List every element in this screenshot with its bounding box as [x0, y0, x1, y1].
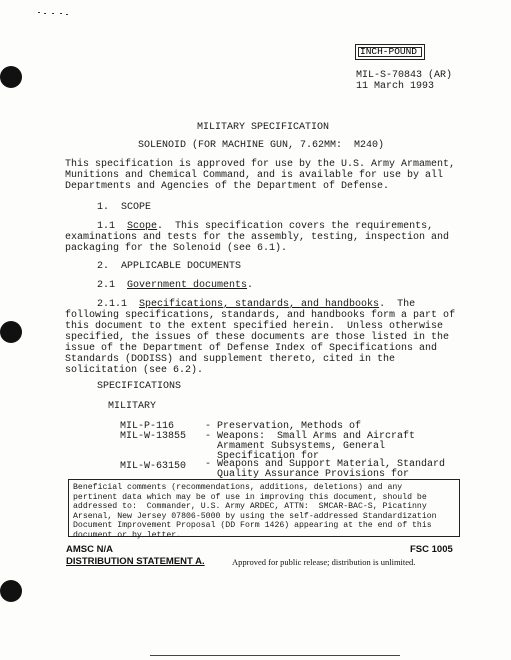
section-2-1-1-number: 2.1.1 — [97, 299, 140, 310]
section-2-1-1-line-5: issue of the Department of Defense Index of Specifications and — [65, 343, 438, 354]
comments-line-6: document or by letter. — [73, 530, 182, 540]
scan-speck — [60, 13, 62, 14]
section-2-1-1-line-2: following specifications, standards, and handbooks form a part of — [65, 310, 456, 321]
comments-box-text — [69, 480, 459, 541]
comments-line-5: Document Improvement Proposal (DD Form 1426) appearing at the end of this — [73, 521, 432, 531]
fsc-code: FSC 1005 — [410, 544, 453, 555]
section-1-title: 1. SCOPE — [97, 202, 152, 213]
section-1-1-line-1 — [97, 221, 433, 233]
ref-id-3: MIL-W-63150 — [120, 461, 187, 472]
hole-punch-middle — [0, 321, 22, 343]
scan-speck — [38, 12, 40, 13]
section-2-1-number: 2.1 — [97, 280, 128, 291]
inch-pound-stamp — [355, 44, 425, 60]
section-1-1-line-2: examinations and tests for the assembly, testing, inspection and — [65, 232, 450, 243]
ref-title-2-line-3: Specification for — [205, 451, 320, 462]
military-label: MILITARY — [108, 401, 157, 412]
amsc-code: AMSC N/A — [66, 544, 113, 555]
approval-line-1: This specification is approved for use by the U.S. Army Armament, — [65, 159, 456, 170]
stamp-label: INCH-POUND — [360, 46, 418, 57]
document-heading: MILITARY SPECIFICATION — [197, 122, 330, 133]
section-2-1: 2.1 Government documents. — [97, 280, 254, 291]
section-1-1-heading: Scope — [127, 221, 158, 232]
specifications-label: SPECIFICATIONS — [97, 381, 182, 392]
document-id: MIL-S-70843 (AR) — [356, 70, 453, 81]
ref-title-3-line-1: - Weapons and Support Material, Standard — [205, 459, 446, 470]
section-2-1-1-line-6: Standards (DODISS) and supplement thereto, cited in the — [65, 354, 396, 365]
ref-title-2-line-1: - Weapons: Small Arms and Aircraft — [205, 431, 416, 442]
section-2-1-1-line-4: specified, the issues of these documents are those listed in the — [65, 332, 450, 343]
section-2-1-1-text: . The — [379, 299, 416, 310]
comments-line-1: Beneficial comments (recommendations, additions, deletions) and any — [73, 483, 403, 492]
approval-line-2: Munitions and Chemical Command, and is available for use by all — [65, 170, 444, 181]
scan-speck — [66, 14, 68, 15]
bottom-rule — [150, 655, 400, 656]
section-2-1-1-line-7: solicitation (see 6.2). — [65, 365, 204, 376]
distribution-statement-text: Approved for public release; distribution is unlimited. — [232, 557, 416, 567]
document-subject: SOLENOID (FOR MACHINE GUN, 7.62MM: M240) — [138, 140, 385, 151]
section-2-1-1-line-1 — [97, 299, 415, 311]
ref-title-3-line-2: Quality Assurance Provisions for — [205, 469, 410, 480]
section-1-1-number: 1.1 — [97, 221, 128, 232]
section-2-1-heading: Government documents — [127, 280, 248, 291]
hole-punch-bottom — [0, 580, 22, 602]
section-2-title: 2. APPLICABLE DOCUMENTS — [97, 261, 242, 272]
ref-id-1: MIL-P-116 — [120, 421, 175, 432]
ref-title-2-line-2: Armament Subsystems, General — [205, 441, 386, 452]
scan-speck — [44, 13, 46, 14]
section-1-1-line-3: packaging for the Solenoid (see 6.1). — [65, 243, 288, 254]
comments-box — [68, 479, 460, 540]
hole-punch-top — [0, 66, 22, 88]
ref-id-2: MIL-W-13855 — [120, 431, 187, 442]
document-date: 11 March 1993 — [356, 81, 435, 92]
ref-title-1-line-1: - Preservation, Methods of — [205, 421, 362, 432]
comments-line-2: pertinent data which may be of use in improving this document, should be — [73, 492, 427, 502]
comments-line-3: addressed to: Commander, U.S. Army ARDEC, ATTN: SMCAR-BAC-S, Picatinny — [73, 502, 427, 512]
approval-line-3: Departments and Agencies of the Department of Defense. — [65, 181, 390, 192]
scan-speck — [52, 13, 54, 14]
comments-line-4: Arsenal, New Jersey 07806-5000 by using the self-addressed Standardization — [73, 511, 437, 521]
section-2-1-1-line-3: this document to the extent specified herein. Unless otherwise — [65, 321, 444, 332]
distribution-statement-label: DISTRIBUTION STATEMENT A. — [66, 556, 205, 567]
section-1-1-text: . This specification covers the requirements, — [157, 221, 434, 232]
section-2-1-1-heading: Specifications, standards, and handbooks — [139, 299, 380, 310]
